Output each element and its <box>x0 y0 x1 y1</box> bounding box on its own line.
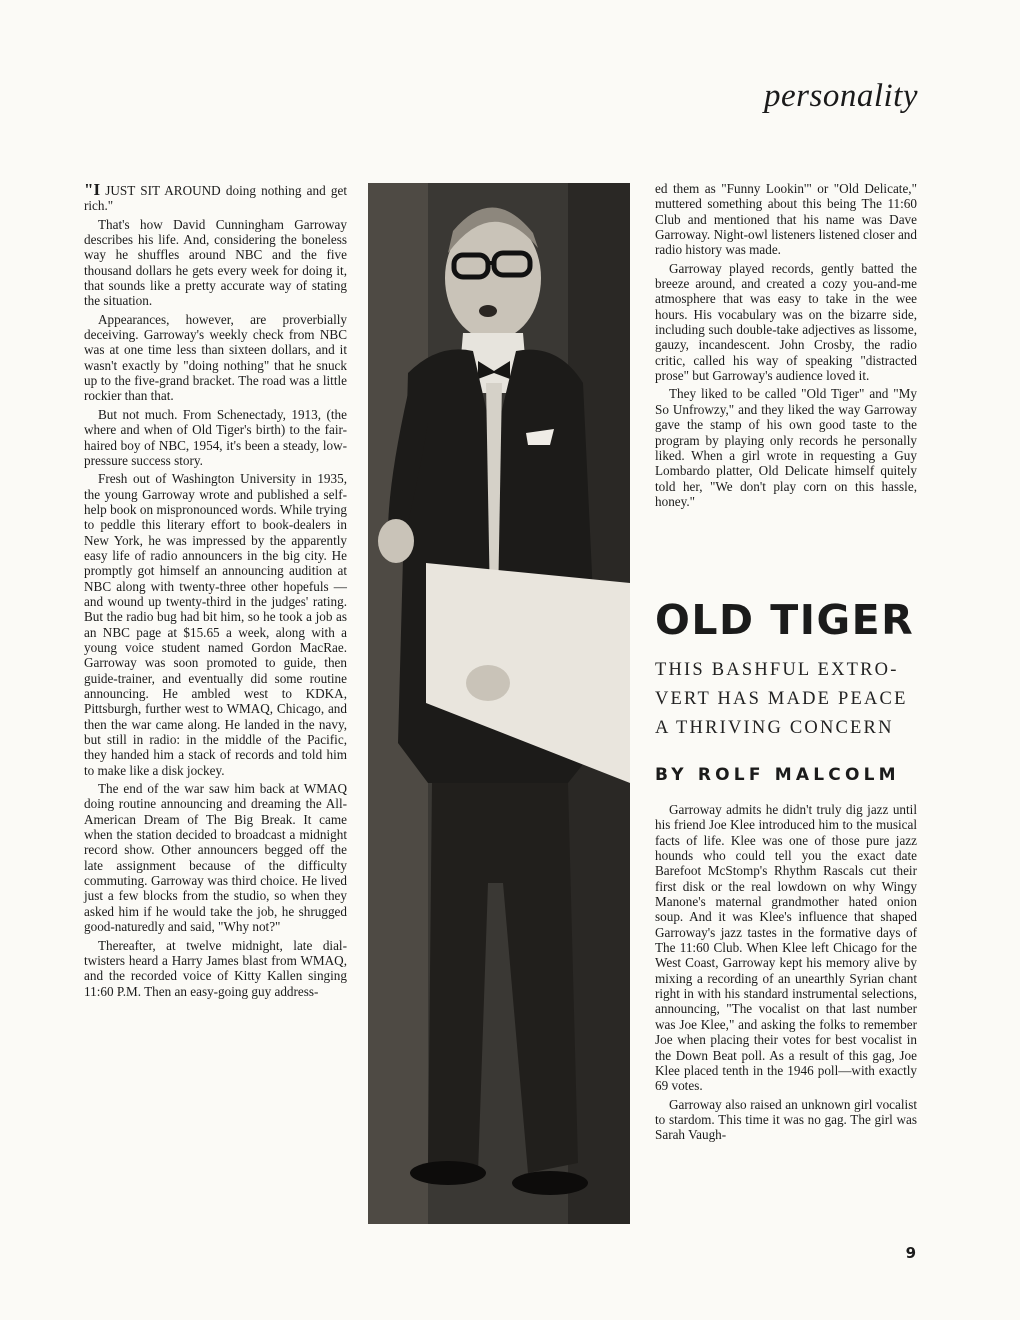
deck-line: A THRIVING CONCERN <box>655 718 894 738</box>
byline: BY ROLF MALCOLM <box>655 765 900 785</box>
deck-line: THIS BASHFUL EXTRO- <box>655 660 899 680</box>
deck-line: VERT HAS MADE PEACE <box>655 689 908 709</box>
left-text-column <box>84 182 347 1002</box>
paragraph: Garroway played records, gently batted the breeze around, and created a cozy you-and-me atmosphere that was easy to take in the wee hours. His vocabulary was on the bizarre side, including such double-take adjectives as lissome, gauzy, incandescent. John Crosby, the radio critic, called his way of speaking "distracted prose" but Garroway's audience loved it. <box>655 260 917 384</box>
paragraph: The end of the war saw him back at WMAQ doing routine announcing and dreaming the All-American Dream of The Big Break. It came when the station decided to broadcast a midnight record show. Other announcers begged off the late assignment because of the difficulty commuting. Garroway was third choice. He lived just a few blocks from the studio, so when they asked him if he would take the job, he shrugged good-naturedly and said, "Why not?" <box>84 781 347 935</box>
paragraph <box>84 182 347 214</box>
page-number: 9 <box>905 1244 916 1262</box>
paragraph: Appearances, however, are proverbially deceiving. Garroway's weekly check from NBC was at one time less than sixteen dollars, and it wasn't exactly by "doing nothing" that he snuck up to the five-grand bracket. The road was a little rockier than that. <box>84 311 347 404</box>
paragraph: ed them as "Funny Lookin'" or "Old Delicate," muttered something about this being The 11:60 Club and mentioned that his name was Dave Garroway. Night-owl listeners listened closer and radio history was made. <box>655 181 917 258</box>
section-label: personality <box>764 78 918 114</box>
paragraph-text: JUST SIT AROUND doing nothing and get rich." <box>84 183 347 214</box>
drop-cap: "I <box>84 180 101 199</box>
portrait-photo <box>368 183 630 1224</box>
paragraph: Garroway admits he didn't truly dig jazz until his friend Joe Klee introduced him to the musical facts of life. Klee was one of those pure jazz hounds who could tell you the exact date Barefoot McStomp's Rhythm Rascals cut their first disk or the real lowdown on why Wingy Manone's maternal grandmother hated onion soup. And it was Klee's influence that shaped Garroway's jazz tastes in the formative days of The 11:60 Club. When Klee left Chicago for the West Coast, Garroway kept his memory alive by mixing a recording of an unearthly Syrian chant right in with his standard instrumental selections, announcing, "The vocalist on that last number was Joe Klee," and asking the folks to remember Joe when placing their votes for best vocalist in the Down Beat poll. As a result of this gag, Joe Klee placed tenth in the 1946 poll—with exactly 69 votes. <box>655 802 917 1094</box>
paragraph: They liked to be called "Old Tiger" and "My So Unfrowzy," and they liked the way Garroway gave the stamp of his own good taste to the program by playing only records he personally liked. When a girl wrote in requesting a Guy Lombardo platter, Old Delicate himself quitely told her, "We don't play corn on this hassle, honey." <box>655 386 917 509</box>
right-text-column <box>655 181 917 512</box>
article-deck <box>655 656 917 743</box>
portrait-illustration <box>368 183 630 1224</box>
paragraph: Garroway also raised an unknown girl vocalist to stardom. This time it was no gag. The girl was Sarah Vaugh- <box>655 1096 917 1143</box>
article-headline: OLD TIGER <box>655 596 915 644</box>
right-lower-text-column <box>655 802 917 1146</box>
paragraph: But not much. From Schenectady, 1913, (the where and when of Old Tiger's birth) to the fair-haired boy of NBC, 1954, it's been a steady, low-pressure success story. <box>84 406 347 468</box>
paragraph: That's how David Cunningham Garroway describes his life. And, considering the boneless way he shuffles around NBC and the five thousand dollars he gets every week for doing it, that sounds like a pretty accurate way of stating the situation. <box>84 216 347 309</box>
paragraph: Thereafter, at twelve midnight, late dial-twisters heard a Harry James blast from WMAQ, and the recorded voice of Kitty Kallen singing 11:60 P.M. Then an easy-going guy address- <box>84 937 347 999</box>
paragraph: Fresh out of Washington University in 1935, the young Garroway wrote and published a self-help book on mispronounced words. While trying to peddle this literary effort to book-dealers in New York, he was impressed by the apparently easy life of radio announcers in the big city. He promptly got himself an announcing audition at NBC along with twenty-three other hopefuls — and wound up twenty-third in the judges' rating. But the radio bug had bit him, so he took a job as an NBC page at $15.65 a week, along with a young voice student named Gordon MacRae. Garroway was soon promoted to guide, then guide-trainer, and eventually did some routine announcing. He ambled west to KDKA, Pittsburgh, further west to WMAQ, Chicago, and then the war came along. He landed in the navy, but still in radio: in the middle of the Pacific, they handed him a stack of records and told him to make like a disk jockey. <box>84 471 347 778</box>
